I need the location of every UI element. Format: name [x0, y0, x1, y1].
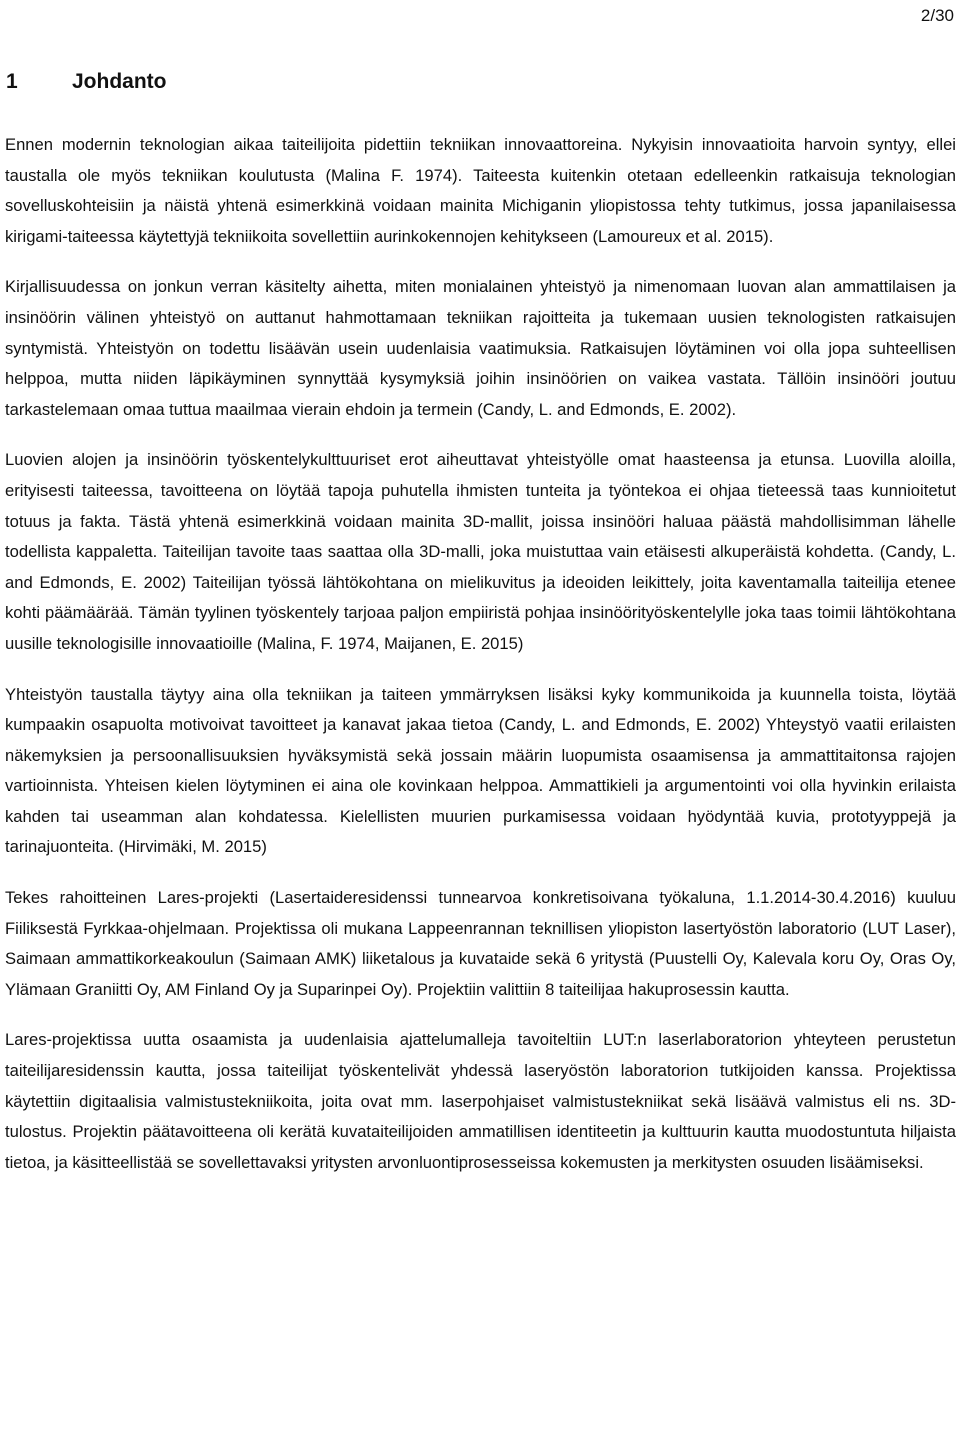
paragraph-intro: Ennen modernin teknologian aikaa taiteilijoita pidettiin tekniikan innovaattoreina. Nykyisin innovaatioita harvoin syntyy, ellei taustalla ole myös tekniikan koulutusta (Malina F. 1974). Taiteesta kuitenkin otetaan edelleenkin ratkaisuja teknologian sovelluskohteisiin ja näistä yhtenä esimerkkinä voidaan mainita Michiganin yliopistossa tehty tutkimus, jossa japanilaisessa kirigami-taiteessa käytettyjä tekniikoita sovellettiin aurinkokennojen kehitykseen (Lamoureux et al. 2015).: [5, 135, 956, 246]
section-number: 1: [6, 70, 18, 93]
page-number: 2/30: [920, 6, 954, 25]
paragraph-collaboration: Yhteistyön taustalla täytyy aina olla tekniikan ja taiteen ymmärryksen lisäksi kyky kommunikoida ja kuunnella toista, löytää kumpaakin osapuolta motivoivat tavoitteet ja kanavat jakaa tietoa (Candy, L. and Edmonds, E. 2002) Yhteystyö vaatii erilaisten näkemyksien ja persoonallisuuksien hyväksymistä sekä jossain määrin luopumista osaamisensa ja ammattitaitonsa rajojen vartioinnista. Yhteisen kielen löytyminen ei aina ole kovinkaan helppoa. Ammattikieli ja argumentointi voi olla hyvinkin erilaista kahden tai useamman alan kohdatessa. Kielellisten muurien purkamisessa voidaan hyödyntää kuvia, prototyyppejä ja tarinajuonteita. (Hirvimäki, M. 2015): [5, 684, 956, 857]
paragraph-lares-project: Tekes rahoitteinen Lares-projekti (Lasertaideresidenssi tunnearvoa konkretisoivana työkaluna, 1.1.2014-30.4.2016) kuuluu Fiiliksestä Fyrkkaa-ohjelmaan. Projektissa oli mukana Lappeenrannan teknillisen yliopiston lasertyöstön laboratorio (LUT Laser), Saimaan ammattikorkeakoulun (Saimaan AMK) liiketalous ja kuvataide sekä 6 yritystä (Puustelli Oy, Kalevala koru Oy, Oras Oy, Ylämaan Graniitti Oy, AM Finland Oy ja Suparinpei Oy). Projektiin valittiin 8 taiteilijaa hakuprosessin kautta.: [5, 888, 956, 999]
paragraph-work-culture: Luovien alojen ja insinöörin työskentelykulttuuriset erot aiheuttavat yhteistyölle omat haasteensa ja etunsa. Luovilla aloilla, erityisesti taiteessa, tavoitteena on löytää tapoja puhutella ihmisten tunteita ja työntekoa ei ohjaa tieteessä taas kunnioitetut totuus ja fakta. Tästä yhtenä esimerkkinä voidaan mainita 3D-mallit, joissa insinööri haluaa päästä mahdollisimman lähelle todellista kappaletta. Taiteilijan tavoite taas saattaa olla 3D-malli, joka muistuttaa vain etäisesti alkuperäistä kohdetta. (Candy, L. and Edmonds, E. 2002) Taiteilijan työssä lähtökohtana on mielikuvitus ja ideoiden leikittely, joita kaventamalla taiteilija etenee kohti päämäärää. Tämän tyylinen työskentely tarjoaa paljon empiiristä pohjaa insinöörityöskentelylle joka taas toimii lähtökohtana uusille teknologisille innovaatioille (Malina, F. 1974, Maijanen, E. 2015): [5, 450, 956, 653]
section-title: Johdanto: [72, 70, 167, 93]
paragraph-lares-goals: Lares-projektissa uutta osaamista ja uudenlaisia ajattelumalleja tavoiteltiin LUT:n laserlaboratorion yhteyteen perustetun taiteilijaresidenssin kautta, jossa taiteilijat työskentelivät yhdessä laseryöstön laboratorion tutkijoiden kanssa. Projektissa käytettiin digitaalisia valmistustekniikoita, joita ovat mm. laserpohjaiset valmistustekniikat sekä lisäävä valmistus eli ns. 3D-tulostus. Projektin päätavoitteena oli kerätä kuvataiteilijoiden ammatillisen identiteetin ja kulttuurin kautta muodostuntuta hiljaista tietoa, ja käsitteellistää se sovellettavaksi yritysten arvonluontiprosesseissa kokemusten ja merkitysten osuuden lisäämiseksi.: [5, 1030, 956, 1172]
body-text: [5, 130, 956, 1198]
paragraph-literature: Kirjallisuudessa on jonkun verran käsitelty aihetta, miten monialainen yhteistyö ja nimenomaan luovan alan ammattilaisen ja insinöörin välinen yhteistyö on auttanut hahmottamaan tekniikan rajoitteita ja tukemaan uusien teknologisten ratkaisujen syntymistä. Yhteistyön on todettu lisäävän usein uudenlaisia vaatimuksia. Ratkaisujen löytäminen voi olla jopa suhteellisen helppoa, mutta niiden läpikäyminen synnyttää kysymyksiä joihin insinöörien on vaikea vastata. Tällöin insinööri joutuu tarkastelemaan omaa tuttua maailmaa vierain ehdoin ja termein (Candy, L. and Edmonds, E. 2002).: [5, 277, 956, 419]
section-heading: [6, 70, 167, 94]
